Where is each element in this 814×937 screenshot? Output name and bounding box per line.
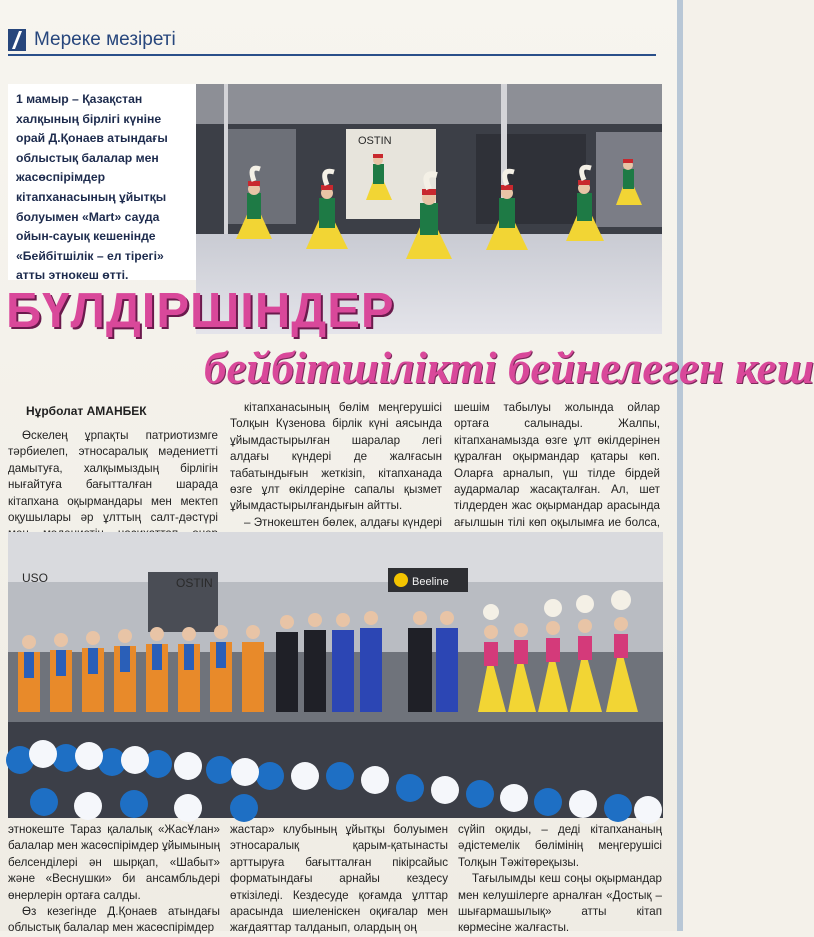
text-column-bottom-1: [8, 822, 220, 935]
text-column-1: [8, 428, 218, 528]
bottom-photo-group: [8, 532, 663, 818]
lead-text: 1 мамыр – Қазақстан халқының бірлігі күніне орай Д.Қонаев атындағы облыстық балалар мен жасөспірімдер кітапханасының ұйытқы болуымен «Mart» сауда ойын-сауық кешенінде «Бейбітшілік – ел тірегі» атты этнокеш өтті.: [16, 92, 168, 283]
bottom-store-sign-2: Beeline: [412, 576, 449, 588]
headline-primary: БҮЛДІРШІНДЕР: [6, 284, 395, 338]
bottom-store-sign-3: USO: [22, 571, 49, 585]
text-column-3: [454, 400, 660, 528]
paragraph: этнокеште Тараз қалалық «ЖасҰлан» балалар мен жасөспірімдер ұйымының белсенділері ән шырқап, «Шабыт» және «Веснушки» би ансамбльдері өнерлерін ортаға салды.: [8, 823, 220, 902]
paragraph: шешім табылуы жолында ойлар ортаға салынады. Жалпы, кітапханамызда өзге ұлт өкілдерінен құралған оқырмандар қатары көп. Оларға арналып, үш тілде бірдей аудармалар жасақталған. Ал, шет тілдерден жас оқырмандар арасында ағылшын тілі көп оқылымға ие болса,: [454, 401, 660, 529]
paragraph: кітапханасының бөлім меңгерушісі Толқын Күзенова бірлік күні аясында ұйымдастырылған шаралар легі алдағы күндері де жалғасын табатындығын жеткізіп, кітапханада өзге ұлт өкілдеріне сапалы қызмет ұйымдастырылғандығын айтты.: [230, 401, 442, 513]
bottom-store-sign-1: OSTIN: [176, 576, 213, 590]
slash-mark-icon: [8, 29, 26, 51]
headline-secondary: бейбітшілікті бейнелеген кеш: [204, 343, 814, 393]
text-column-bottom-2: [230, 822, 448, 935]
author-byline: Нұрболат АМАНБЕК: [26, 404, 147, 418]
lead-box: [8, 84, 198, 283]
top-store-sign: OSTIN: [358, 135, 392, 147]
text-column-bottom-3: [458, 822, 662, 935]
text-column-2: [230, 400, 442, 528]
section-title: Мереке мезіреті: [34, 29, 176, 50]
paragraph: Тағылымды кеш соңы оқырмандар мен келушілерге арналған «Достық – шығармашылық» атты кітап көрмесіне жалғасты.: [458, 872, 662, 935]
section-header: [8, 26, 656, 56]
paragraph: Өз кезегінде Д.Қонаев атындағы облыстық балалар мен жасөспірімдер: [8, 905, 220, 935]
paragraph: сүйіп оқиды, – деді кітапхананың әдістемелік бөлімінің меңгерушісі Толқын Тәжітөреқызы.: [458, 823, 662, 869]
paragraph: жастар» клубының ұйытқы болуымен этносаралық қарым-қатынасты арттыруға бағытталған пікірсайыс форматындағы арнайы кездесу өткізіледі. Кездесуде қоғамда ұлттар арасында шиеленіскен оқиғалар мен жағдаяттар талданып, олардың оң: [230, 823, 448, 935]
paragraph: Өскелең ұрпақты патриотизмге тәрбиелеп, этносаралық мәдениетті дамытуға, халқымыздың бірлігін нығайтуға бағытталған шарада кітапхана оқырмандары мен мектеп оқушылары әр ұлттың салт-дәстүрі: [8, 429, 218, 525]
paragraph: – Этнокештен бөлек, алдағы күндері: [244, 515, 442, 529]
